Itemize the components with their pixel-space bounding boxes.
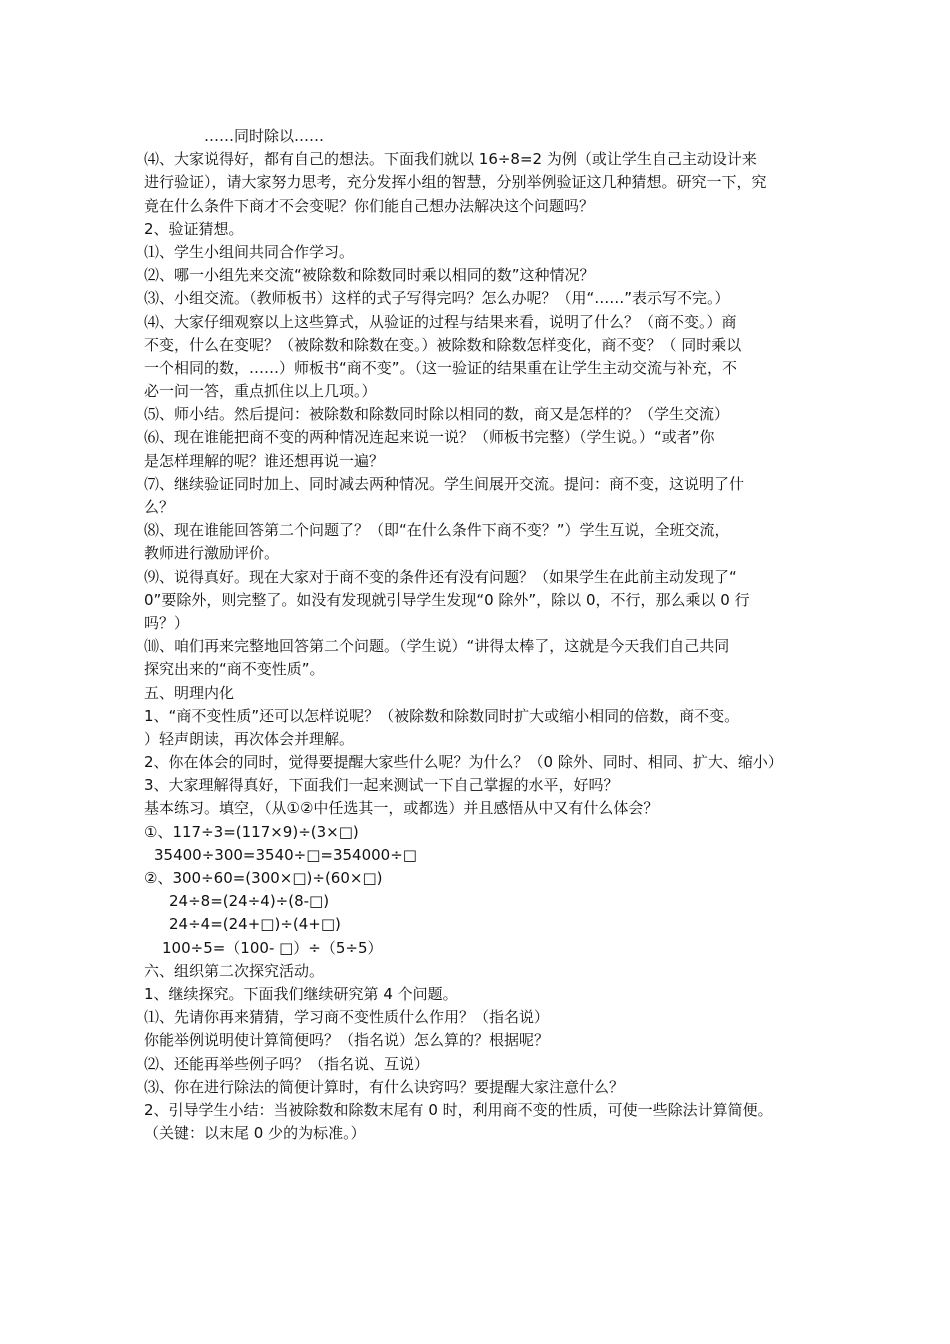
text-line: ⑽、咱们再来完整地回答第二个问题。（学生说）“讲得太棒了，这就是今天我们自己共同 [144, 637, 730, 656]
text-line: ⑴、先请你再来猜猜，学习商不变性质什么作用？（指名说） [144, 1008, 550, 1027]
text-line: ⑵、哪一小组先来交流“被除数和除数同时乘以相同的数”这种情况？ [144, 266, 595, 285]
text-line: ⑴、学生小组间共同合作学习。 [144, 242, 355, 261]
text-line: ⑵、还能再举些例子吗？（指名说、互说） [144, 1054, 430, 1073]
section-heading: 2、验证猜想。 [144, 219, 244, 238]
text-line: 不变，什么在变呢？（被除数和除数在变。）被除数和除数怎样变化，商不变？（ 同时乘以 [144, 335, 742, 354]
section-heading: 六、组织第二次探究活动。 [144, 961, 325, 980]
text-line: 一个相同的数，……）师板书“商不变”。（这一验证的结果重在让学生主动交流与补充，不 [144, 358, 738, 377]
equation-line: ①、117÷3=(117×9)÷(3×□) [144, 822, 359, 841]
text-line: 2、你在体会的同时，觉得要提醒大家些什么呢？为什么？（0 除外、同时、相同、扩大、缩小） [144, 753, 783, 772]
text-line: 竟在什么条件下商才不会变呢？你们能自己想办法解决这个问题吗？ [144, 196, 595, 215]
text-line: 教师进行激励评价。 [144, 544, 280, 563]
text-line: ⑹、现在谁能把商不变的两种情况连起来说一说？（师板书完整）（学生说。）“或者”你 [144, 428, 715, 447]
text-line: ⑻、现在谁能回答第二个问题了？（即“在什么条件下商不变？”）学生互说，全班交流， [144, 521, 730, 540]
section-heading: 五、明理内化 [144, 683, 235, 702]
text-line: 基本练习。填空，（从①②中任选其一，或都选）并且感悟从中又有什么体会？ [144, 799, 659, 818]
text-line: 么？ [144, 498, 175, 516]
text-line: ⑶、你在进行除法的简便计算时，有什么诀窍吗？要提醒大家注意什么？ [144, 1077, 625, 1096]
equation-line: ②、300÷60=(300×□)÷(60×□) [144, 869, 383, 887]
text-line: 进行验证），请大家努力思考，充分发挥小组的智慧，分别举例验证这几种猜想。研究一下，究 [144, 173, 767, 192]
lesson-plan-text [144, 125, 824, 1145]
text-line: ⑼、说得真好。现在大家对于商不变的条件还有没有问题？（如果学生在此前主动发现了“ [144, 567, 737, 586]
equation-line: 24÷8=(24÷4)÷(8-□) [169, 892, 330, 911]
text-line: 0”要除外，则完整了。如没有发现就引导学生发现“0 除外”，除以 0，不行，那么乘以 0 行 [144, 590, 750, 609]
equation-line: 35400÷300=3540÷□=354000÷□ [154, 845, 417, 864]
text-line: ⑺、继续验证同时加上、同时减去两种情况。学生间展开交流。提问：商不变，这说明了什 [144, 474, 745, 493]
text-line: 3、大家理解得真好，下面我们一起来测试一下自己掌握的水平，好吗？ [144, 776, 619, 795]
text-line: ⑸、师小结。然后提问：被除数和除数同时除以相同的数，商又是怎样的？（学生交流） [144, 405, 730, 424]
text-line: 你能举例说明使计算简便吗？（指名说）怎么算的？根据呢？ [144, 1031, 550, 1050]
text-line: 吗？） [144, 613, 190, 632]
text-line: 2、引导学生小结：当被除数和除数末尾有 0 时，利用商不变的性质，可使一些除法计算简便。 [144, 1100, 773, 1119]
text-line: 必一问一答，重点抓住以上几项。） [144, 382, 377, 401]
text-line: 探究出来的“商不变性质”。 [144, 660, 325, 679]
text-line: ……同时除以…… [204, 127, 325, 145]
text-line: 是怎样理解的呢？谁还想再说一遍？ [144, 451, 385, 470]
text-line: （关键：以末尾 0 少的为标准。） [144, 1124, 366, 1143]
text-line: 1、“商不变性质”还可以怎样说呢？（被除数和除数同时扩大或缩小相同的倍数，商不变。 [144, 706, 740, 725]
text-line: 1、继续探究。下面我们继续研究第 4 个问题。 [144, 984, 458, 1003]
text-line: ）轻声朗读，再次体会并理解。 [144, 729, 355, 748]
text-line: ⑷、大家仔细观察以上这些算式，从验证的过程与结果来看，说明了什么？（商不变。）商 [144, 312, 737, 331]
equation-line: 100÷5=（100- □）÷（5÷5） [162, 938, 383, 957]
text-line: ⑷、大家说得好，都有自己的想法。下面我们就以 16÷8=2 为例（或让学生自己主动设计来 [144, 150, 757, 169]
text-line: ⑶、小组交流。（教师板书）这样的式子写得完吗？怎么办呢？（用“……”表示写不完。） [144, 289, 730, 308]
equation-line: 24÷4=(24+□)÷(4+□) [169, 915, 341, 934]
